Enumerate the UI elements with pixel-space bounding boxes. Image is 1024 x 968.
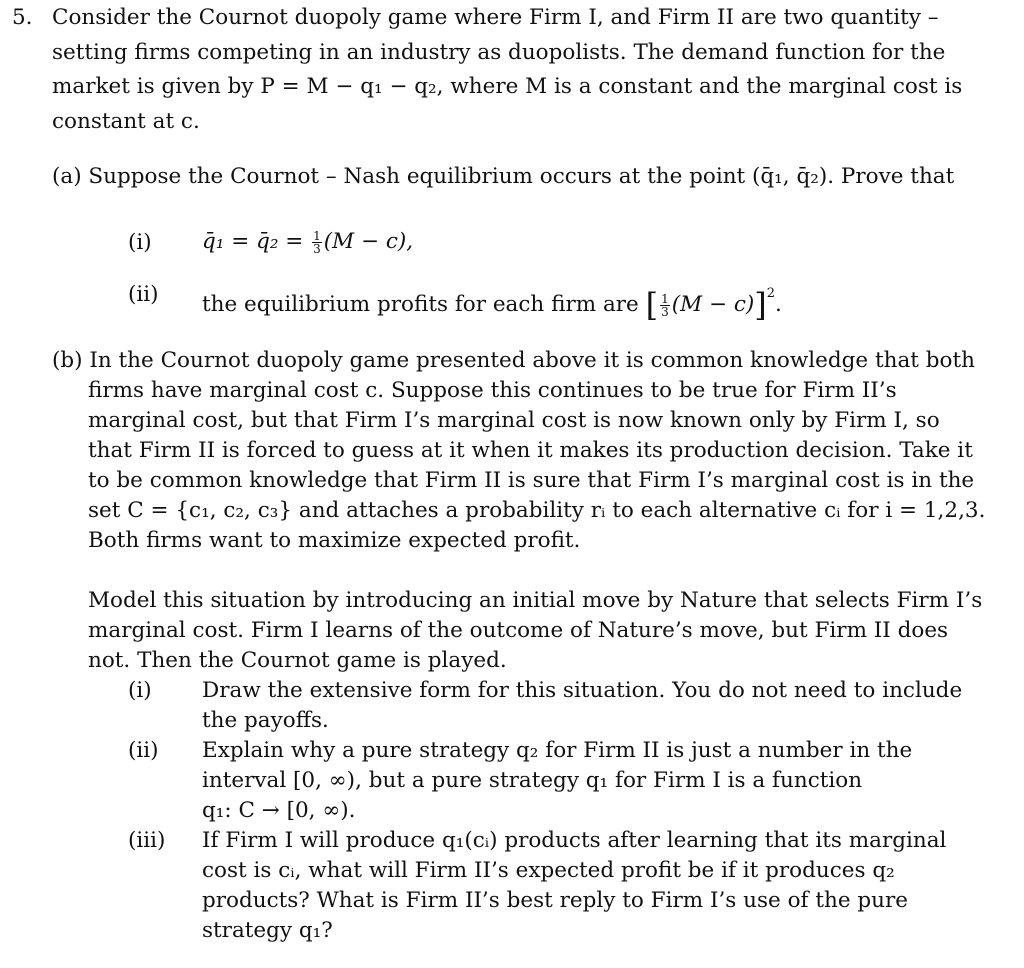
part-b-item-i-line-2: the payoffs. (202, 708, 329, 733)
intro-line-3: market is given by P = M − q₁ − q₂, where M is a constant and the marginal cost is (52, 74, 963, 99)
part-a-item-i-equation (202, 226, 413, 258)
part-b-item-ii-line-3: q₁: C → [0, ∞). (202, 798, 356, 823)
part-b-item-i-line-1: Draw the extensive form for this situation. You do not need to include (202, 678, 963, 703)
part-a-item-i-label: (i) (128, 230, 152, 255)
part-b-para2-line-2: marginal cost. Firm I learns of the outcome of Nature’s move, but Firm II does (88, 618, 949, 643)
intro-line-1: Consider the Cournot duopoly game where Firm I, and Firm II are two quantity – (52, 5, 939, 30)
part-a-item-ii-statement (202, 278, 782, 324)
part-b-para1-line-5: to be common knowledge that Firm II is sure that Firm I’s marginal cost is in the (88, 468, 975, 493)
part-b-para1-line-7: Both firms want to maximize expected profit. (88, 528, 581, 553)
part-a-ii-fraction: $\frac{1}{3}$ (661, 291, 669, 319)
part-a-stem: (a) Suppose the Cournot – Nash equilibrium occurs at the point (q̄₁, q̄₂). Prove that (52, 164, 955, 189)
part-b-item-iii-label: (iii) (128, 828, 166, 853)
part-b-item-ii-line-1: Explain why a pure strategy q₂ for Firm II is just a number in the (202, 738, 913, 763)
part-b-item-ii-label: (ii) (128, 738, 159, 763)
part-b-item-iii-line-4: strategy q₁? (202, 918, 333, 943)
part-a-ii-close-bracket: ] (754, 286, 767, 324)
part-a-ii-text: the equilibrium profits for each firm are (202, 292, 646, 317)
part-a-ii-inner: (M − c) (671, 292, 755, 317)
part-a-i-fraction: $\frac{1}{3}$ (313, 228, 321, 256)
part-b-para1-line-6: set C = {c₁, c₂, c₃} and attaches a probability rᵢ to each alternative cᵢ for i = 1,2,3. (88, 498, 986, 523)
part-b-para1-line-4: that Firm II is forced to guess at it when it makes its production decision. Take it (88, 438, 973, 463)
part-a-ii-end: . (775, 292, 782, 317)
intro-line-2: setting firms competing in an industry as duopolists. The demand function for the (52, 40, 946, 65)
part-a-i-math-right: (M − c), (323, 229, 414, 254)
part-b-item-iii-line-3: products? What is Firm II’s best reply to Firm I’s use of the pure (202, 888, 908, 913)
part-b-para2-line-1: Model this situation by introducing an initial move by Nature that selects Firm I’s (88, 588, 983, 613)
part-b-para1-line-3: marginal cost, but that Firm I’s marginal cost is now known only by Firm I, so (88, 408, 940, 433)
question-number: 5. (12, 5, 33, 30)
part-b-para2-line-3: not. Then the Cournot game is played. (88, 648, 507, 673)
part-a-ii-exponent: 2 (766, 286, 776, 301)
part-b-item-iii-line-2: cost is cᵢ, what will Firm II’s expected profit be if it produces q₂ (202, 858, 895, 883)
part-b-para1-line-1: (b) In the Cournot duopoly game presented above it is common knowledge that both (52, 348, 975, 373)
part-a-ii-open-bracket: [ (645, 286, 659, 324)
part-b-item-ii-line-2: interval [0, ∞), but a pure strategy q₁ for Firm I is a function (202, 768, 863, 793)
part-a-item-ii-label: (ii) (128, 282, 159, 307)
intro-line-4: constant at c. (52, 109, 200, 134)
part-b-para1-line-2: firms have marginal cost c. Suppose this continues to be true for Firm II’s (88, 378, 897, 403)
part-b-item-iii-line-1: If Firm I will produce q₁(cᵢ) products after learning that its marginal (202, 828, 947, 853)
part-b-item-i-label: (i) (128, 678, 152, 703)
part-a-i-math-left: q̄₁ = q̄₂ = (202, 229, 311, 254)
